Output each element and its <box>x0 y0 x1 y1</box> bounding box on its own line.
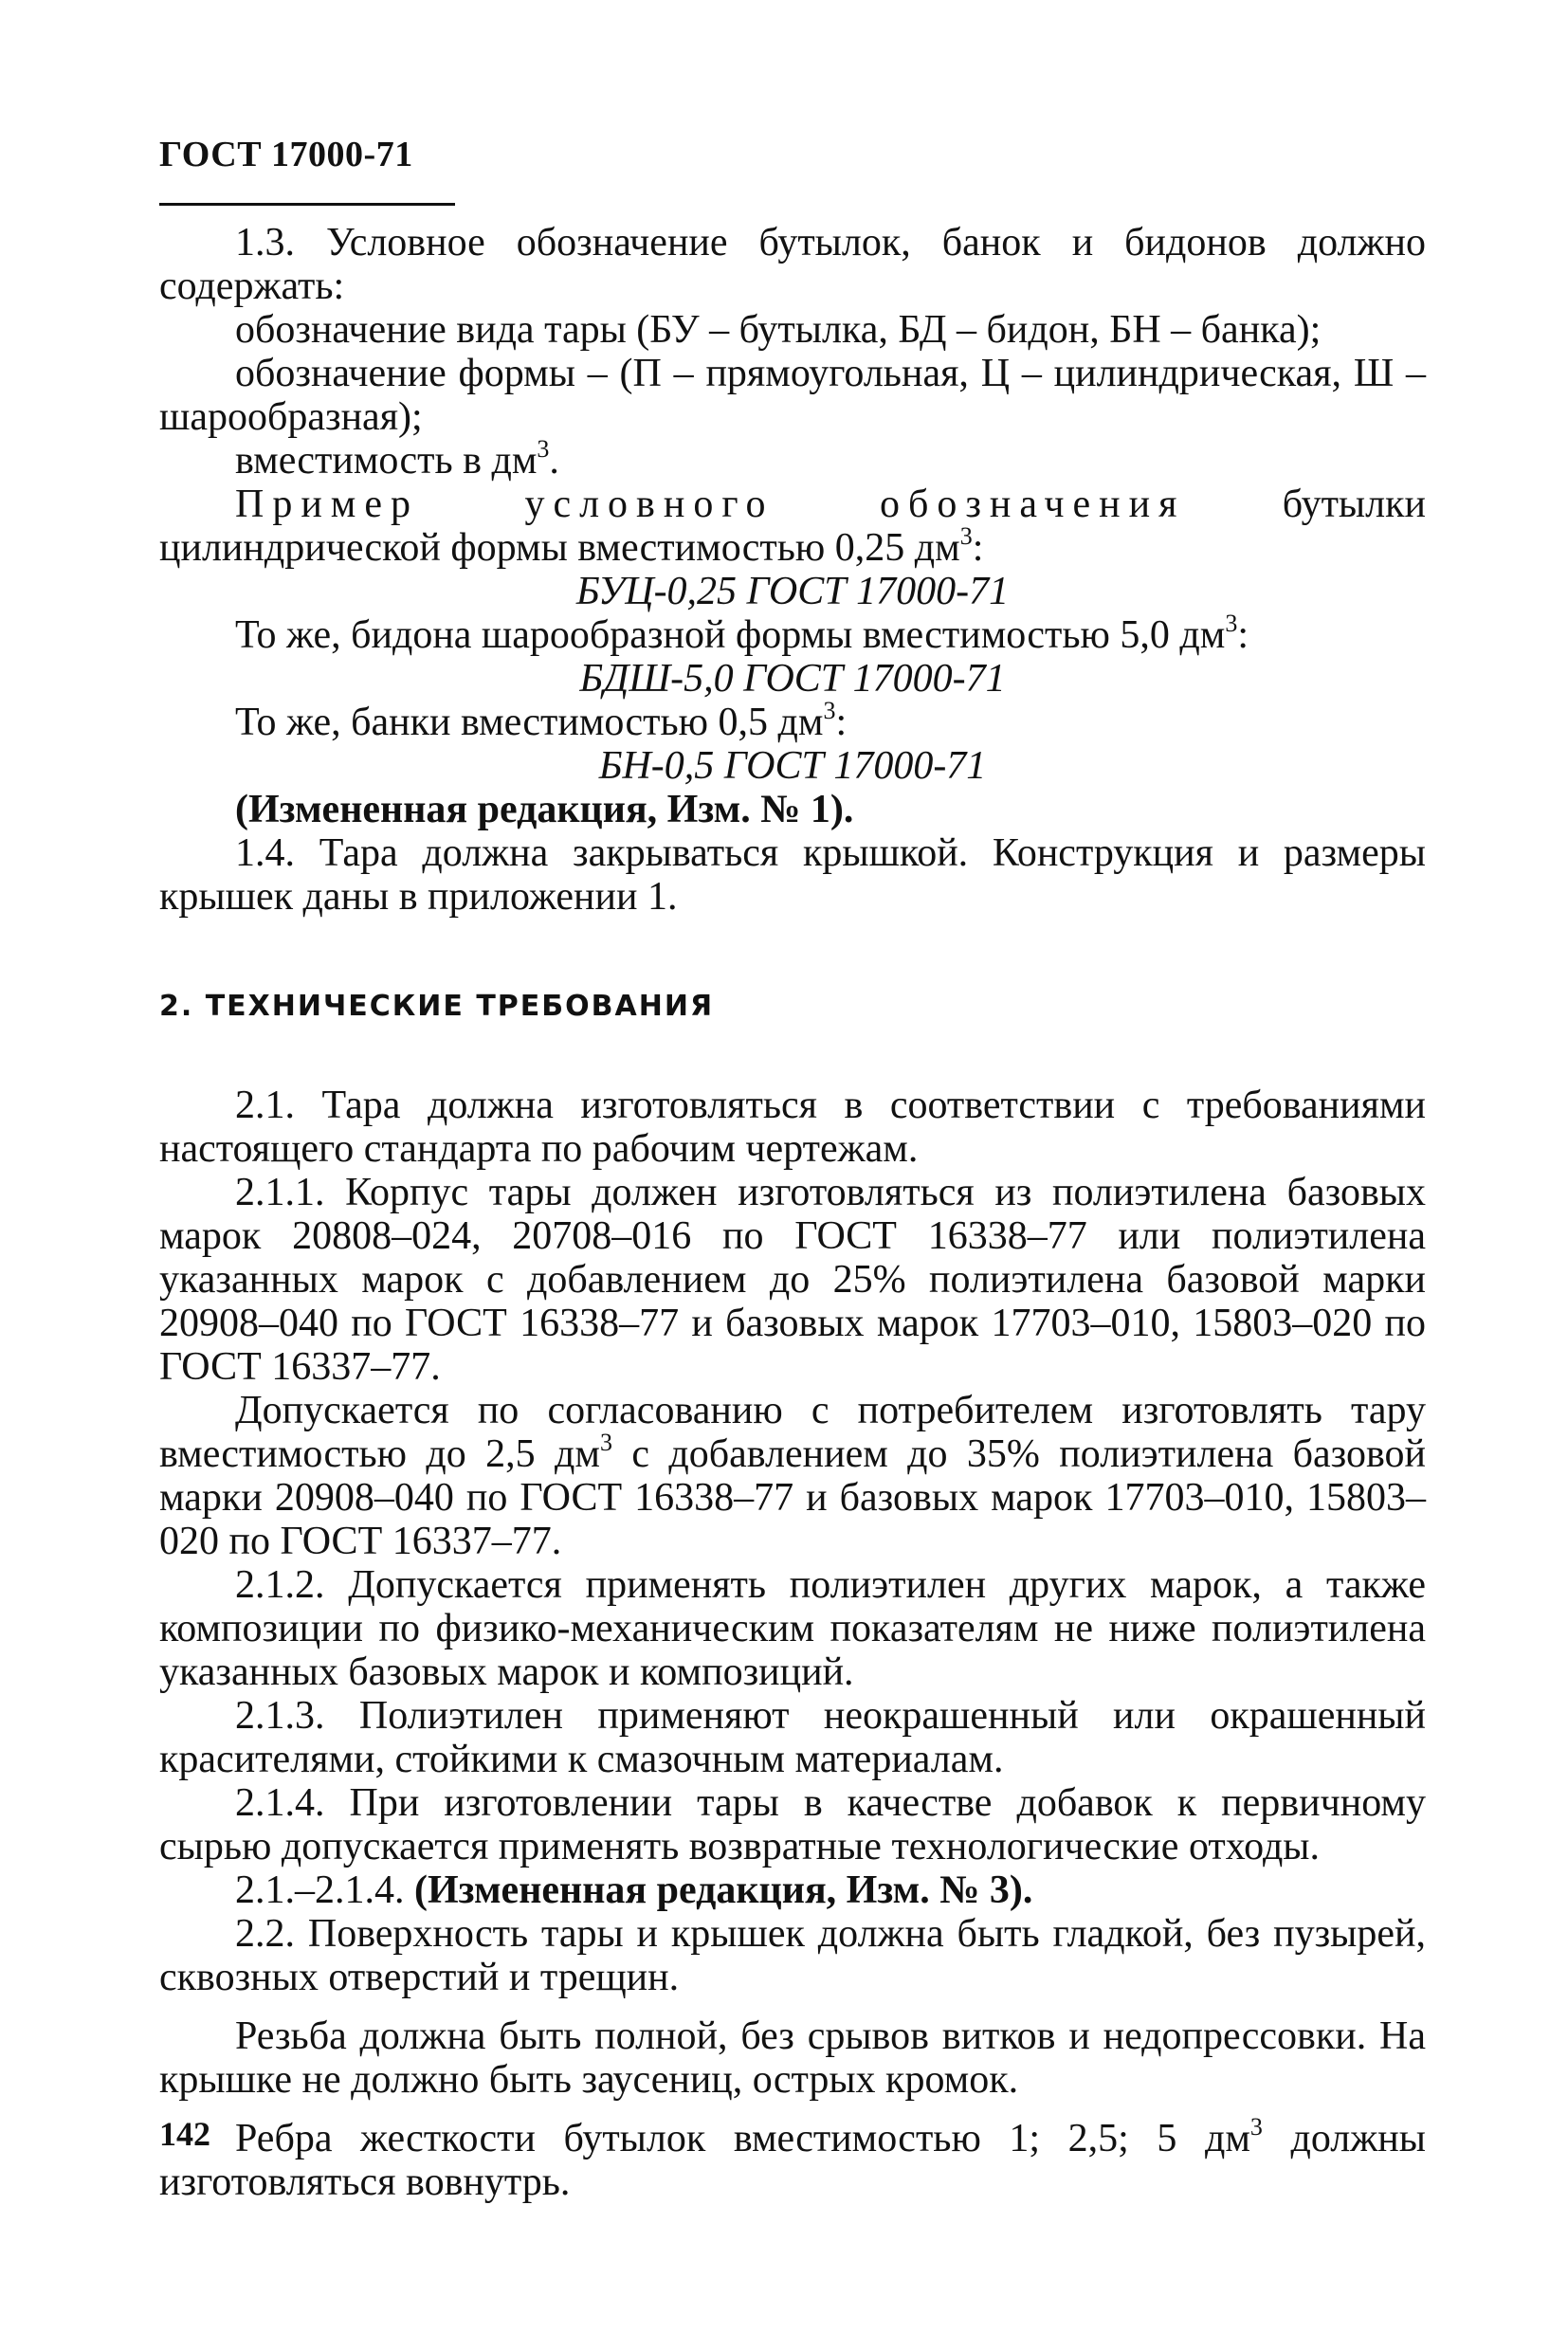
designation-bottle: БУЦ-0,25 ГОСТ 17000-71 <box>575 570 1010 613</box>
example-label: Пример условного обозначения <box>235 483 1186 526</box>
example-can: То же, бидона шарообразной формы вместимостью 5,0 $дм^3$: <box>235 610 1249 657</box>
designation-can: БДШ-5,0 ГОСТ 17000-71 <box>579 657 1006 701</box>
superscript: 3 <box>823 697 836 724</box>
header-rule <box>159 203 455 206</box>
ribs-text-2: должны изготовляться вовнутрь. <box>159 2117 1426 2204</box>
document-header: ГОСТ 17000-71 <box>159 135 413 174</box>
amendment-1: (Измененная редакция, Изм. № 1). <box>235 788 854 831</box>
superscript: 3 <box>1249 2113 1263 2141</box>
superscript: 3 <box>1225 610 1238 637</box>
paragraph-2-1: 2.1. Тара должна изготовляться в соответствии с требованиями настоящего стандарта по рабочим чертежам. <box>159 1084 1426 1171</box>
permit-text-2: с добавлением до 35% полиэтилена базовой марки 20908–040 по ГОСТ 16338–77 и базовых марок 17703–010, 15803–020 по ГОСТ 16337–77. <box>159 1432 1426 1563</box>
amendment-3-text: (Измененная редакция, Изм. № 3). <box>414 1868 1033 1912</box>
paragraph-2-2-ribs <box>159 2113 1426 2204</box>
superscript: 3 <box>599 1429 612 1456</box>
example-jar-text: То же, банки вместимостью 0,5 дм <box>235 701 824 744</box>
section-2-title: 2. ТЕХНИЧЕСКИЕ ТРЕБОВАНИЯ <box>159 990 715 1023</box>
superscript: 3 <box>959 522 973 550</box>
paragraph-2-1-3: 2.1.3. Полиэтилен применяют неокрашенный или окрашенный красителями, стойкими к смазочным материалам. <box>159 1694 1426 1781</box>
superscript: 3 <box>537 435 550 463</box>
paragraph-2-1-2: 2.1.2. Допускается применять полиэтилен других марок, а также композиции по физико-механическим показателям не ниже полиэтилена указанных базовых марок и композиций. <box>159 1563 1426 1694</box>
example-text: бутылки цилиндрической формы вместимостью 0,25 дм <box>159 483 1426 570</box>
paragraph-1-4: 1.4. Тара должна закрываться крышкой. Конструкция и размеры крышек даны в приложении 1. <box>159 831 1426 919</box>
example-paragraph: Пример условного обозначения бутылки цилиндрической формы вместимостью 0,25 $дм^3$: <box>159 483 1426 570</box>
document-body <box>159 221 1426 2204</box>
ribs-text-1: Ребра жесткости бутылок вместимостью 1; 2,5; 5 дм <box>235 2117 1250 2160</box>
paragraph-2-1-4: 2.1.4. При изготовлении тары в качестве добавок к первичному сырью допускается применять возвратные технологические отходы. <box>159 1781 1426 1868</box>
list-item-shape: обозначение формы – (П – прямоугольная, Ц – цилиндрическая, Ш – шарообразная); <box>159 352 1426 439</box>
capacity-text: вместимость в дм <box>235 439 538 483</box>
designation-jar: БН-0,5 ГОСТ 17000-71 <box>598 744 987 788</box>
paragraph-2-1-1: 2.1.1. Корпус тары должен изготовляться из полиэтилена базовых марок 20808–024, 20708–016 по ГОСТ 16338–77 или полиэтилена указанных марок с добавлением до 25% полиэтилена базовой марки 20908–040 по ГОСТ 16338–77 и базовых марок 17703–010, 15803–020 по ГОСТ 16337–77. <box>159 1171 1426 1389</box>
list-item-capacity: вместимость в $дм^3$. <box>235 435 559 483</box>
amendment-3-prefix: 2.1.–2.1.4. <box>235 1868 414 1912</box>
paragraph-1-3: 1.3. Условное обозначение бутылок, банок и бидонов должно содержать: <box>159 221 1426 308</box>
example-can-text: То же, бидона шарообразной формы вместимостью 5,0 дм <box>235 613 1226 657</box>
paragraph-2-2-thread: Резьба должна быть полной, без срывов витков и недопрессовки. На крышке не должно быть заусениц, острых кромок. <box>159 2014 1426 2102</box>
example-jar: То же, банки вместимостью 0,5 $дм^3$: <box>235 697 848 744</box>
list-item-type: обозначение вида тары (БУ – бутылка, БД – бидон, БН – банка); <box>235 308 1322 352</box>
amendment-3 <box>159 1868 1426 1912</box>
paragraph-2-2: 2.2. Поверхность тары и крышек должна быть гладкой, без пузырей, сквозных отверстий и трещин. <box>159 1912 1426 1999</box>
permit-text-1: Допускается по согласованию с потребителем изготовлять тару вместимостью до 2,5 дм <box>159 1389 1426 1476</box>
paragraph-2-1-1-permit <box>159 1389 1426 1563</box>
page-number: 142 <box>159 2115 210 2153</box>
